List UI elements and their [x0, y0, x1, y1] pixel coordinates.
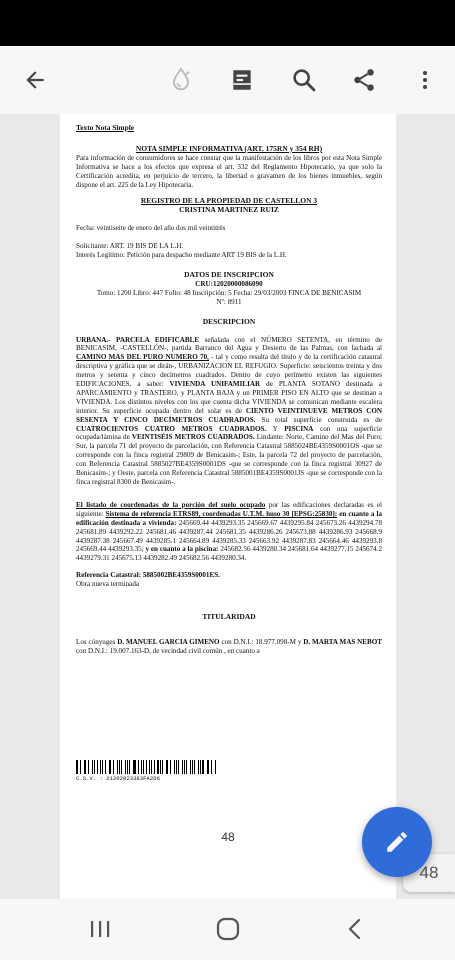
urbana-superficie: CIENTO VEINTINUEVE METROS CON SESENTA Y CINCO DECÍMETROS CUADRADOS.	[76, 406, 382, 424]
share-icon[interactable]	[344, 60, 384, 100]
csv-code: C.S.V. : 21202023383FA2D6	[76, 775, 160, 782]
conyuges-text-1: Los cónyuges	[76, 637, 118, 646]
datos-inscripcion-title: DATOS DE INSCRIPCION	[184, 269, 274, 279]
urbana-text-3: de PLANTA SOTANO destinada a APARCAMIENTO y TRASTERO, y PLANTA BAJA y un PRIMER PISO EN ALTO que se destinan a VIVIENDA. Los distintos niveles con los que cuenta dicha VIVIENDA se comunican mediante escalera interior. Su superficie ocupada dentro del solar es de	[76, 380, 382, 415]
barcode-bar	[102, 760, 103, 774]
conyuges-text-2: con D.N.I.: 18.977.098-M y	[219, 637, 304, 646]
interes-line: Interés Legítimo: Petición para despacho mediante ART 19 BIS de la L.H.	[76, 251, 287, 260]
page-number: 48	[221, 830, 235, 844]
urbana-text-6: con una superficie ocupada/lámina de	[76, 424, 382, 442]
cru-line: CRU:12020000086090	[195, 279, 263, 288]
system-nav-bar	[0, 899, 455, 960]
coordenadas-paragraph	[76, 501, 382, 563]
more-vert-icon[interactable]	[405, 60, 445, 100]
coords-system: Sistema de referencia ETRS89, coordenadas U.T.M. huso 30 [EPSG:25830]:	[105, 509, 338, 518]
conyuges-paragraph	[76, 638, 382, 656]
barcode-bar	[174, 760, 175, 774]
registro-title: REGISTRO DE LA PROPIEDAD DE CASTELLON 3	[140, 196, 318, 206]
ink-drop-icon[interactable]	[161, 60, 201, 100]
intro-paragraph: Para información de consumidores se hace constar que la manifestación de los libros por esta Nota Simple Informativa se hace a los efectos que expresa el art. 332 del Reglamento Hipotecario, ya que solo la Certificación acredita, en perjuicio de tercero, la libertad o gravamen de los bienes inmuebles, según dispone el art. 225 de la Ley Hipotecaria.	[76, 153, 382, 189]
urbana-construida: CUATROCIENTOS CUATRO METROS CUADRADOS.	[76, 424, 267, 433]
home-icon[interactable]	[208, 913, 248, 945]
urbana-text-5: Y	[266, 424, 285, 433]
barcode-bar	[182, 760, 183, 774]
urbana-text-4: Su total superficie construida es de	[255, 415, 382, 424]
barcode-bar	[113, 760, 114, 774]
urbana-address: CAMINO MAS DEL PURO NUMERO 70,	[76, 353, 209, 362]
back-chevron-icon[interactable]	[335, 913, 375, 945]
barcode-bar	[88, 760, 89, 774]
nota-simple-title: NOTA SIMPLE INFORMATIVA (ART. 175RN y 354 RH)	[135, 143, 323, 153]
status-bar	[0, 0, 455, 46]
urbana-vivienda: VIVIENDA UNIFAMILIAR	[169, 380, 261, 389]
document-icon[interactable]	[222, 60, 262, 100]
barcode-bar	[211, 760, 212, 774]
titularidad-title: TITULARIDAD	[202, 612, 256, 622]
urbana-piscina: PISCINA	[284, 424, 314, 433]
urbana-heading: URBANA.- PARCELA EDIFICABLE	[76, 335, 200, 344]
urbana-lamina: VEINTISÉIS METROS CUADRADOS.	[131, 433, 255, 442]
csv-barcode-block	[76, 760, 216, 784]
fecha-line: Fecha: veintiseite de enero del año dos mil veintitrés	[76, 224, 226, 233]
recent-apps-icon[interactable]	[80, 913, 120, 945]
edit-fab-button[interactable]	[362, 807, 432, 877]
pencil-icon	[384, 829, 410, 855]
barcode-bar	[157, 760, 158, 774]
arrow-left-icon[interactable]	[15, 60, 55, 100]
urbana-text-2: - tal y como resulta del título y de la certificación catastral descriptiva y gráfica que se dirán-, URBANIZACION EL REFUGIO. Superficie: seiscientos treinta y dos metros y setenta y cinco decímetros cuadrados. Dentro de cuyo perímetro existen las siguientes EDIFICACIONES, a saber:	[76, 353, 382, 389]
coords-piscina-label: y en cuanto a la piscina:	[145, 545, 219, 554]
barcode	[76, 760, 216, 774]
obra-nueva: Obra nueva terminada	[76, 580, 140, 589]
coords-vivienda-label: en cuanto a la edificación destinada a vivienda:	[76, 509, 383, 527]
coords-piscina-values: 245682.56 4439280.34 245681.64 4439277.15 245674.2 4439279.31 245675.13 4439282.49 245682.56 4439280.34.	[76, 545, 382, 563]
page-indicator-badge[interactable]: 48	[403, 854, 455, 892]
urbana-text-1: señalada con el NÚMERO SETENTA, en término de BENICASIM, -CASTELLÓN-, partida Barranco del Agua y Desierto de las Palmas, con fachada al	[76, 335, 382, 353]
owner-1-name: D. MANUEL GARCIA GIMENO	[117, 637, 220, 646]
barcode-bar	[121, 760, 122, 774]
coords-heading: El listado de coordenadas de la porción del suelo ocupado	[76, 500, 266, 509]
barcode-bar	[198, 760, 199, 774]
registrar-name: CRISTINA MARTINEZ RUIZ	[179, 205, 279, 215]
search-icon[interactable]	[284, 60, 324, 100]
tomo-line: Tomo: 1200 Libro: 447 Folio: 48 Inscripción: 5 Fecha: 29/03/2003 FINCA DE BENICASIM Nº: 8911	[96, 288, 362, 306]
top-app-bar	[0, 46, 455, 114]
urbana-text-7: Lindante: Norte, Camino del Mas del Puro; Sur, la parcela 71 del proyecto de parcelación, con Referencia Catastral 5885024BE4359S0001OS -que se corresponde con la finca registral 29809 de Benicasim-; Este, la parcela 72 del proyecto de parcelación, con Referencia Catastral 5885027BE4359S0001DS -que se corresponde con la finca registral 30927 de Benicasim-; y Oeste, parcela con Referencia Catastral 5885001BE4359S0001JS -que se corresponde con la finca registral 8300 de Benicasim-.	[76, 433, 382, 486]
barcode-bar	[151, 760, 152, 774]
barcode-bar	[80, 760, 81, 774]
barcode-bar	[143, 760, 144, 774]
document-label: Texto Nota Simple	[76, 123, 135, 132]
coords-text-1: por las edificaciones declaradas es el siguiente:	[76, 500, 382, 518]
barcode-bar	[190, 760, 191, 774]
solicitante-line: Solicitante: ART. 19 BIS DE LA L.H.	[76, 242, 184, 251]
referencia-catastral: Referencia Catastral: 5885002BE4359S0001ES.	[76, 571, 220, 580]
barcode-bar	[202, 760, 203, 774]
owner-2-name: D. MARTA MAS NEBOT	[303, 637, 382, 646]
barcode-bar	[105, 760, 106, 774]
urbana-paragraph	[76, 336, 382, 487]
barcode-bar	[134, 760, 135, 774]
descripcion-title: DESCRIPCION	[202, 316, 256, 326]
document-page	[60, 114, 396, 899]
barcode-bar	[133, 760, 134, 774]
barcode-bar	[94, 760, 95, 774]
coords-vivienda-values: 245669.44 4439293.35 245669.67 4439295.84 245673.26 4439294.78 245681.89 4439292.22 245681.46 4439287.44 245681.35 4439286.26 245673.88 4439286.93 245668.9 4439287.38 245667.49 4439285.1 245664.89 4439285.33 245663.92 4439287.83 245664.46 4439293.8 245669.44 4439293.35;	[76, 518, 383, 554]
conyuges-text-3: con D.N.I.: 19.007.163-D, de vecindad civil común , en cuanto a	[76, 646, 260, 655]
barcode-bar	[167, 760, 168, 774]
document-viewer[interactable]	[0, 114, 455, 899]
